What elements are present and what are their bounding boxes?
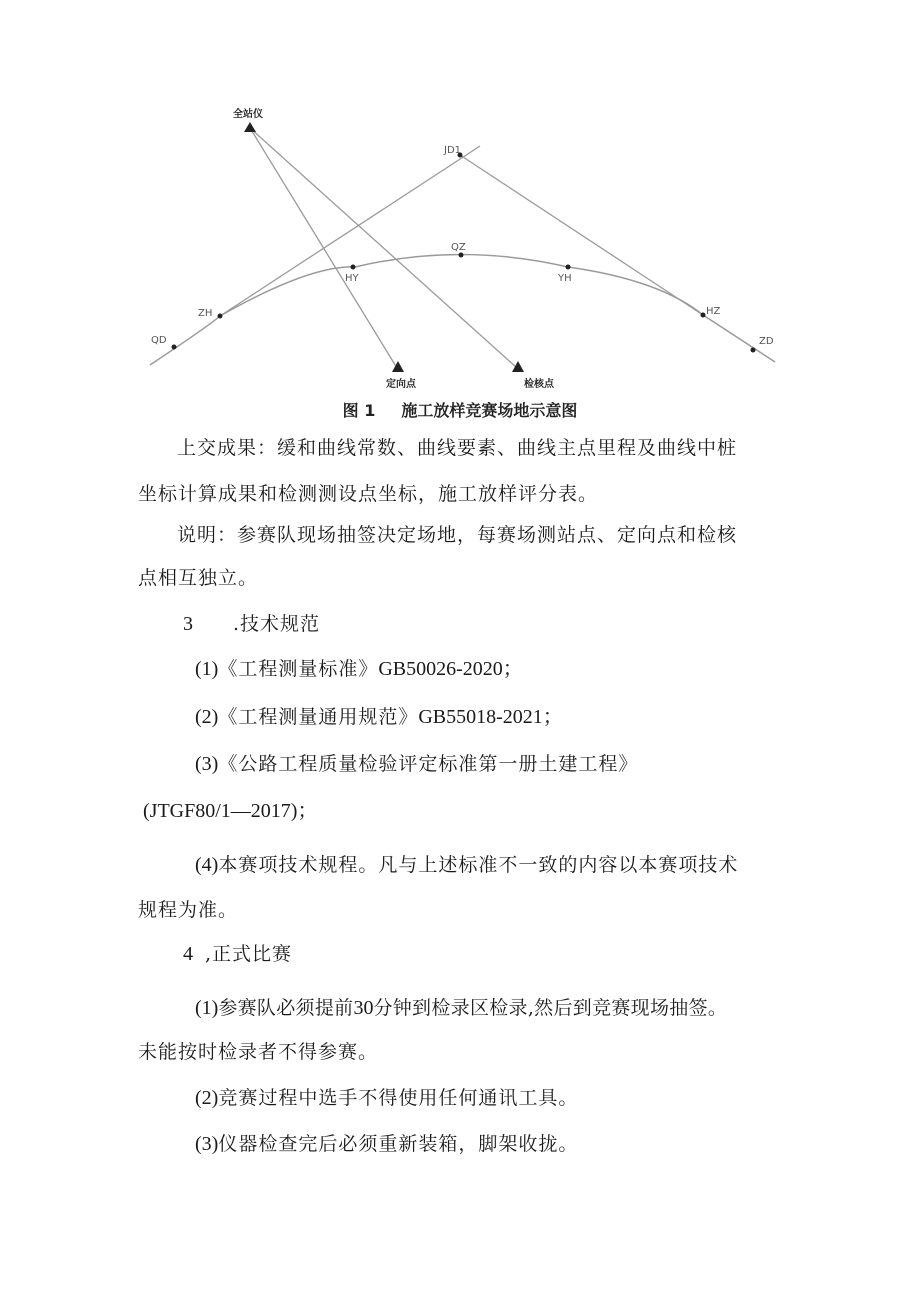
spec-3-prefix: (3) — [195, 753, 219, 775]
tangent-jd1-hz — [460, 155, 703, 315]
point-qz — [459, 253, 464, 258]
rule-3-text: 仪器检查完后必须重新装箱，脚架收拢。 — [218, 1133, 579, 1155]
label-qz: QZ — [451, 242, 466, 253]
check-triangle-icon — [512, 361, 524, 372]
point-zh — [218, 314, 223, 319]
spec-item-3 — [195, 752, 638, 776]
sight-line-check — [250, 128, 517, 368]
label-orientation-point: 定向点 — [386, 379, 416, 390]
caption-number: 图 1 — [342, 401, 376, 420]
rule-3-prefix: (3) — [195, 1133, 219, 1155]
label-check-point: 检核点 — [524, 379, 554, 390]
caption-text: 施工放样竞赛场地示意图 — [401, 401, 578, 420]
site-diagram — [140, 100, 790, 400]
section-4-heading — [183, 942, 292, 966]
route-curve — [150, 255, 775, 366]
label-jd1: JD1 — [444, 145, 462, 156]
spec-2-code: GB55018-2021； — [418, 706, 563, 728]
spec-4-line-2: 规程为准。 — [138, 899, 239, 921]
rule-item-1 — [195, 996, 727, 1020]
label-yh: YH — [558, 273, 572, 284]
spec-4-line-1: 本赛项技术规程。凡与上述标准不一致的内容以本赛项技术 — [218, 854, 739, 876]
label-qd: QD — [151, 335, 167, 346]
spec-item-2 — [195, 705, 563, 729]
diagram-svg — [140, 100, 790, 400]
section-3-heading — [183, 612, 320, 636]
results-line-1: 上交成果：缓和曲线常数、曲线要素、曲线主点里程及曲线中桩 — [177, 437, 738, 459]
rule-1-line-2: 未能按时检录者不得参赛。 — [138, 1041, 379, 1063]
rule-2-prefix: (2) — [195, 1087, 219, 1109]
point-zd — [751, 348, 756, 353]
spec-item-4 — [195, 853, 738, 877]
rule-1-text-b: 分钟到检录区检录,然后到竞赛现场抽签。 — [373, 997, 728, 1019]
note-line-2: 点相互独立。 — [138, 567, 259, 589]
spec-item-1 — [195, 657, 523, 681]
point-hz — [701, 313, 706, 318]
spec-3-code: (JTGF80/1—2017)； — [143, 800, 318, 822]
rule-item-2 — [195, 1086, 578, 1110]
sight-line-orientation — [250, 128, 397, 368]
spec-2-text: 《工程测量通用规范》 — [218, 706, 419, 728]
spec-1-text: 《工程测量标准》 — [218, 658, 379, 680]
label-zd: ZD — [759, 336, 774, 347]
point-hy — [351, 265, 356, 270]
rule-1-text-a: 参赛队必须提前 — [218, 997, 354, 1019]
section-4-title: ,正式比赛 — [205, 943, 293, 965]
section-3-title: .技术规范 — [233, 613, 321, 635]
rule-1-prefix: (1) — [195, 997, 219, 1019]
point-qd — [172, 345, 177, 350]
point-yh — [566, 265, 571, 270]
label-zh: ZH — [198, 308, 213, 319]
rule-1-number: 30 — [353, 997, 374, 1019]
spec-3-text: 《公路工程质量检验评定标准第一册土建工程》 — [218, 753, 639, 775]
spec-2-prefix: (2) — [195, 706, 219, 728]
spec-1-prefix: (1) — [195, 658, 219, 680]
spec-4-prefix: (4) — [195, 854, 219, 876]
label-hy: HY — [345, 273, 359, 284]
rule-item-3 — [195, 1132, 578, 1156]
note-line-1: 说明：参赛队现场抽签决定场地，每赛场测站点、定向点和检核 — [177, 524, 738, 546]
label-hz: HZ — [706, 306, 721, 317]
section-4-number: 4 — [183, 943, 193, 965]
results-line-2: 坐标计算成果和检测测设点坐标，施工放样评分表。 — [138, 483, 599, 505]
rule-2-text: 竞赛过程中选手不得使用任何通讯工具。 — [218, 1087, 579, 1109]
figure-caption — [0, 398, 920, 421]
station-triangle-icon — [244, 122, 256, 132]
station-label: 全站仪 — [233, 109, 263, 120]
section-3-number: 3 — [183, 613, 193, 635]
spec-1-code: GB50026-2020； — [378, 658, 523, 680]
